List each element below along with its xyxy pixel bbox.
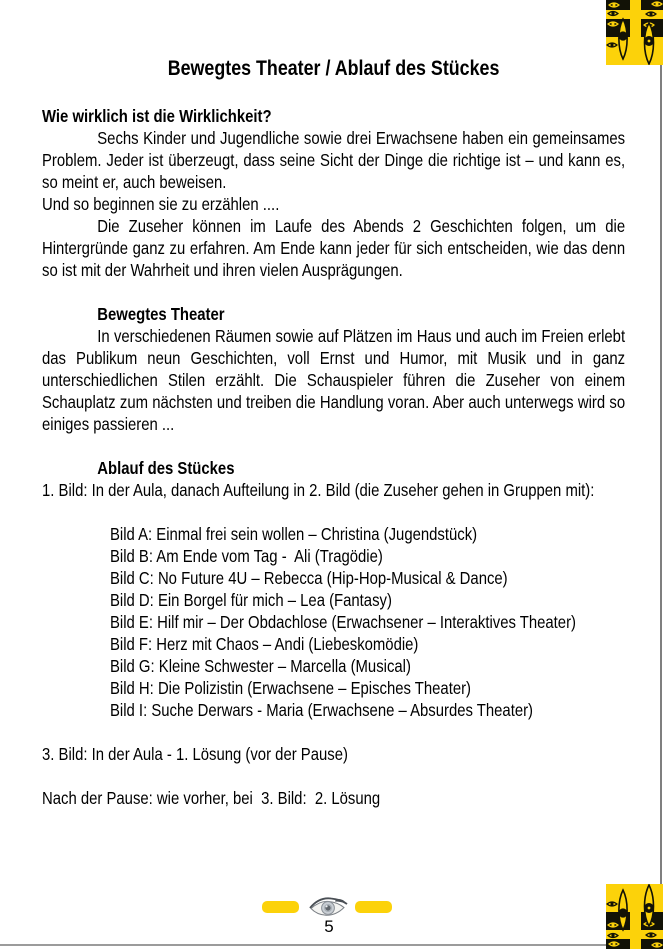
line-nach-der-pause: Nach der Pause: wie vorher, bei 3. Bild: 2. Lösung — [42, 788, 381, 808]
heading-ablauf: Ablauf des Stückes — [97, 458, 235, 478]
intro-paragraph-3: Die Zuseher können im Laufe des Abends 2 Geschichten folgen, um die Hintergründe ganz zu erfahren. Am Ende kann jeder für sich entscheiden, wie das denn so ist mit der Wahrheit und ihren vielen Ausprägungen. — [42, 216, 626, 280]
spacer — [42, 281, 625, 303]
page-edge-bottom — [0, 944, 663, 946]
list-item: Bild C: No Future 4U – Rebecca (Hip-Hop-Musical & Dance) — [110, 568, 508, 588]
ablauf-intro: 1. Bild: In der Aula, danach Aufteilung in 2. Bild (die Zuseher gehen in Gruppen mit): — [42, 480, 595, 500]
list-item: Bild I: Suche Derwars - Maria (Erwachsene – Absurdes Theater) — [110, 700, 534, 720]
corner-eye-collage-bottom-icon — [606, 884, 663, 949]
page-title: Bewegtes Theater / Ablauf des Stückes — [167, 57, 500, 80]
footer-yellow-bar-left — [262, 901, 299, 913]
spacer — [42, 765, 625, 787]
intro-paragraph-2: Und so beginnen sie zu erzählen .... — [42, 194, 280, 214]
eye-icon — [308, 895, 348, 919]
footer-yellow-bar-right — [355, 901, 392, 913]
list-item: Bild F: Herz mit Chaos – Andi (Liebeskomödie) — [110, 634, 419, 654]
intro-paragraph-1: Sechs Kinder und Jugendliche sowie drei Erwachsene haben ein gemeinsames Problem. Jeder ist überzeugt, dass seine Sicht der Dinge die richtige ist – und kann es, so meint er, auch beweisen. — [42, 128, 626, 192]
list-item: Bild D: Ein Borgel für mich – Lea (Fantasy) — [110, 590, 392, 610]
page-number: 5 — [324, 917, 334, 936]
heading-wirklichkeit: Wie wirklich ist die Wirklichkeit? — [42, 106, 272, 126]
spacer — [42, 501, 625, 523]
list-item: Bild A: Einmal frei sein wollen – Christina (Jugendstück) — [110, 524, 478, 544]
bewegtes-theater-paragraph: In verschiedenen Räumen sowie auf Plätzen im Haus und auch im Freien erlebt das Publikum neun Geschichten, voll Ernst und Humor, mit Musik und in ganz unterschiedlichen Stilen erzählt. Die Schauspieler führen die Zuseher von einem Schauplatz zum nächsten und treiben die Handlung voran. Aber auch unterwegs wird so einiges passieren ... — [42, 326, 626, 434]
list-item: Bild H: Die Polizistin (Erwachsene – Episches Theater) — [110, 678, 472, 698]
spacer — [42, 721, 625, 743]
line-3bild: 3. Bild: In der Aula - 1. Lösung (vor der Pause) — [42, 744, 348, 764]
spacer — [42, 435, 625, 457]
list-item: Bild B: Am Ende vom Tag - Ali (Tragödie) — [110, 546, 383, 566]
heading-bewegtes-theater: Bewegtes Theater — [97, 304, 225, 324]
bild-list — [110, 523, 625, 721]
list-item: Bild E: Hilf mir – Der Obdachlose (Erwachsener – Interaktives Theater) — [110, 612, 576, 632]
page-edge-right — [660, 0, 662, 949]
list-item: Bild G: Kleine Schwester – Marcella (Musical) — [110, 656, 411, 676]
